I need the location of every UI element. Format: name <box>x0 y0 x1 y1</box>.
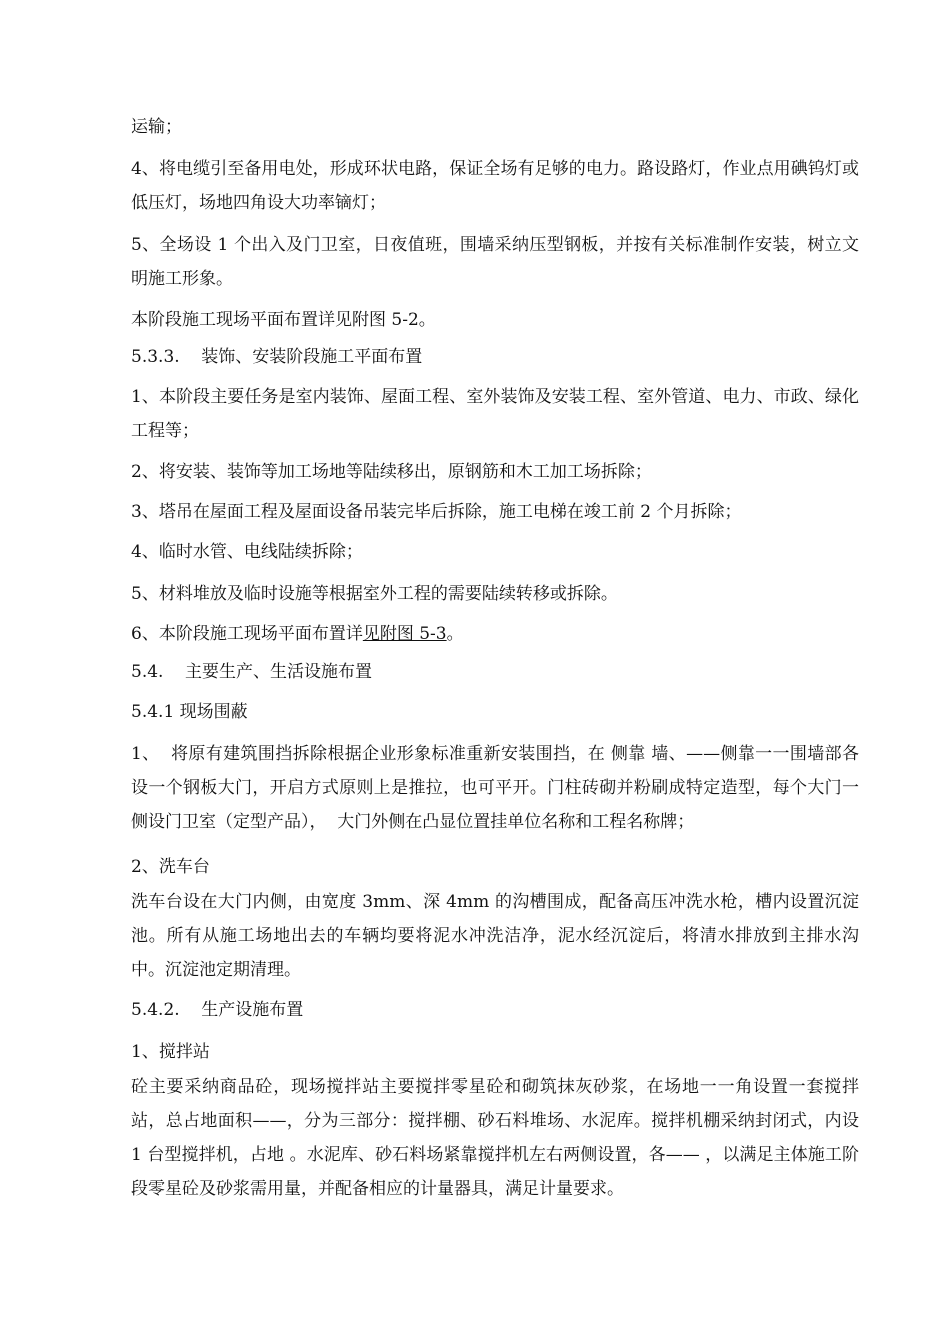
paragraph-mixing-station: 砼主要采纳商品砼，现场搅拌站主要搅拌零星砼和砌筑抹灰砂浆，在场地一一角设置一套搅拌站，总占地面积——，分为三部分：搅拌棚、砂石料堆场、水泥库。搅拌机棚采纳封闭式，内设 1 台型搅拌机，占地 。水泥库、砂石料场紧靠搅拌机左右两侧设置，各—— ，以满足主体施工阶段零星砼及砂浆需用量，并配备相应的计量器具，满足计量要求。 <box>131 1077 865 1199</box>
paragraph-item-2-relocate: 2、将安装、装饰等加工场地等陆续移出，原钢筋和木工加工场拆除； <box>131 462 652 482</box>
paragraph-transport: 运输； <box>131 117 182 137</box>
subheading-wash-platform: 2、洗车台 <box>131 857 210 877</box>
paragraph-item-1-tasks: 1、本阶段主要任务是室内装饰、屋面工程、室外装饰及安装工程、室外管道、电力、市政、绿化工程等； <box>131 387 859 441</box>
paragraph-enclosure: 1、 将原有建筑围挡拆除根据企业形象标准重新安装围挡，在 侧靠 墙、——侧靠一一围墙部各设一个钢板大门，开启方式原则上是推拉，也可平开。门柱砖砌并粉刷成特定造型，每个大门一侧设门卫室（定型产品）， 大门外侧在凸显位置挂单位名称和工程名称牌； <box>131 744 859 832</box>
section-heading-5-4-2: 5.4.2. 生产设施布置 <box>131 1000 304 1020</box>
section-heading-5-4: 5.4. 主要生产、生活设施布置 <box>131 662 373 682</box>
subheading-mixing-station: 1、搅拌站 <box>131 1042 210 1062</box>
paragraph-item-6-text: 6、本阶段施工现场平面布置详 <box>131 624 363 644</box>
section-heading-5-4-1: 5.4.1 现场围蔽 <box>131 702 248 722</box>
paragraph-item-5-gate: 5、全场设 1 个出入及门卫室，日夜值班，围墙采纳压型钢板，并按有关标准制作安装，树立文明施工形象。 <box>131 235 859 289</box>
figure-reference-link[interactable]: 见附图 5-3 <box>362 624 447 644</box>
paragraph-item-5-materials: 5、材料堆放及临时设施等根据室外工程的需要陆续转移或拆除。 <box>131 584 618 604</box>
paragraph-wash-platform: 洗车台设在大门内侧，由宽度 3mm、深 4mm 的沟槽围成，配备高压冲洗水枪，槽内设置沉淀池。所有从施工场地出去的车辆均要将泥水冲洗洁净，泥水经沉淀后，将清水排放到主排水沟中。沉淀池定期清理。 <box>131 892 859 980</box>
paragraph-item-6-layout-ref <box>131 617 859 651</box>
paragraph-item-3-crane: 3、塔吊在屋面工程及屋面设备吊装完毕后拆除，施工电梯在竣工前 2 个月拆除； <box>131 502 742 522</box>
paragraph-layout-ref-5-2: 本阶段施工现场平面布置详见附图 5-2。 <box>131 310 436 330</box>
paragraph-item-4-power: 4、将电缆引至备用电处，形成环状电路，保证全场有足够的电力。路设路灯，作业点用碘钨灯或低压灯，场地四角设大功率镝灯； <box>131 159 859 213</box>
paragraph-item-6-end: 。 <box>446 624 464 644</box>
paragraph-item-4-pipes: 4、临时水管、电线陆续拆除； <box>131 542 363 562</box>
section-heading-5-3-3: 5.3.3. 装饰、安装阶段施工平面布置 <box>131 347 423 367</box>
